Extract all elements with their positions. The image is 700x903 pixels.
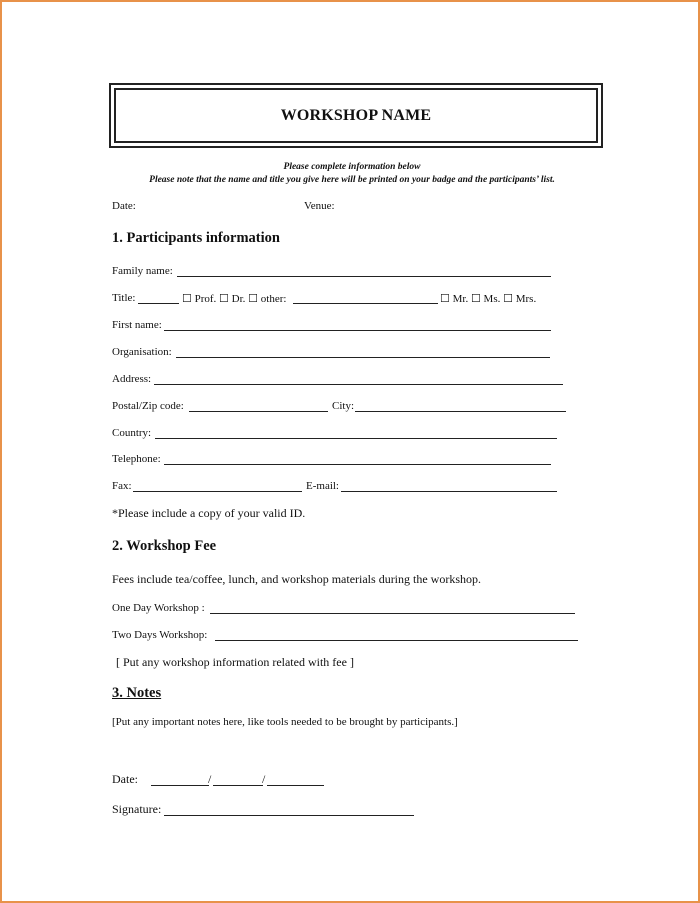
postal-code-label: Postal/Zip code: (112, 400, 184, 412)
telephone-label: Telephone: (112, 453, 161, 465)
country-field[interactable] (155, 438, 557, 439)
one-day-label: One Day Workshop : (112, 602, 205, 614)
title-box (109, 83, 603, 148)
fees-note: Fees include tea/coffee, lunch, and workshop materials during the workshop. (112, 572, 482, 586)
instruction-line-2: Please note that the name and title you give here will be printed on your badge and the participants’ list. (149, 175, 555, 185)
email-label: E-mail: (306, 480, 339, 492)
family-name-label: Family name: (112, 265, 173, 277)
id-note: *Please include a copy of your valid ID. (112, 506, 306, 520)
title-options-civil[interactable]: ☐ Mr. ☐ Ms. ☐ Mrs. (440, 293, 537, 305)
country-label: Country: (112, 427, 152, 439)
fee-info-placeholder: [ Put any workshop information related with fee ] (116, 655, 354, 669)
section-notes-heading: 3. Notes (112, 685, 162, 701)
date-day-field[interactable] (151, 785, 209, 786)
family-name-field[interactable] (177, 276, 551, 277)
fax-field[interactable] (133, 491, 302, 492)
title-other-field[interactable] (293, 303, 438, 304)
section-participants-heading: 1. Participants information (112, 230, 280, 246)
organisation-label: Organisation: (112, 346, 172, 358)
venue-label: Venue: (304, 200, 335, 212)
organisation-field[interactable] (176, 357, 550, 358)
address-label: Address: (112, 373, 152, 385)
two-days-field[interactable] (215, 640, 578, 641)
email-field[interactable] (341, 491, 557, 492)
signature-field[interactable] (164, 815, 414, 816)
date-month-field[interactable] (213, 785, 263, 786)
first-name-field[interactable] (164, 330, 551, 331)
form-title: WORKSHOP NAME (280, 106, 432, 124)
date-year-field[interactable] (267, 785, 324, 786)
fax-label: Fax: (112, 480, 132, 492)
footer-date-label: Date: (112, 772, 138, 786)
one-day-field[interactable] (210, 613, 575, 614)
first-name-label: First name: (112, 319, 162, 331)
date-label: Date: (112, 200, 136, 212)
city-label: City: (332, 400, 355, 412)
title-label: Title: (112, 292, 136, 304)
notes-placeholder: [Put any important notes here, like tools needed to be brought by participants.] (112, 716, 458, 728)
two-days-label: Two Days Workshop: (112, 629, 208, 641)
title-options-academic[interactable]: ☐ Prof. ☐ Dr. ☐ other: (182, 293, 287, 305)
title-field[interactable] (138, 303, 179, 304)
telephone-field[interactable] (164, 464, 551, 465)
address-field[interactable] (154, 384, 563, 385)
date-separator-2: / (262, 772, 266, 786)
postal-code-field[interactable] (189, 411, 328, 412)
date-separator-1: / (208, 772, 212, 786)
instruction-line-1: Please complete information below (283, 162, 421, 172)
city-field[interactable] (355, 411, 566, 412)
signature-label: Signature: (112, 802, 162, 816)
section-fee-heading: 2. Workshop Fee (112, 538, 217, 554)
